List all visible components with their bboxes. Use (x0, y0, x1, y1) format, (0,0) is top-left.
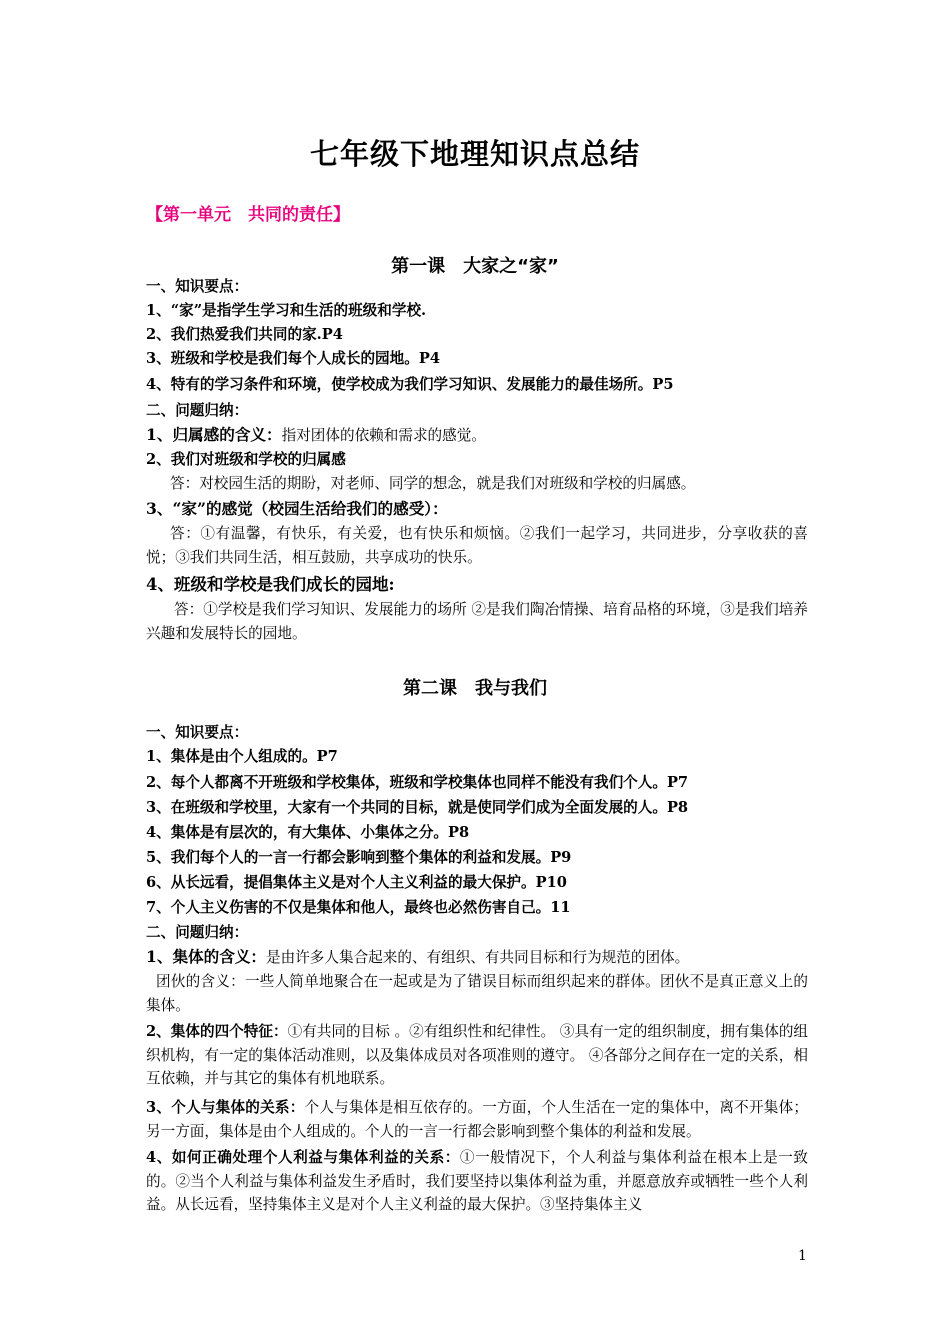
lesson1-qa-heading: 二、问题归纳： (146, 402, 249, 419)
page-number: 1 (798, 1248, 807, 1264)
lesson1-q2-answer: 答：对校园生活的期盼，对老师、同学的想念，就是我们对班级和学校的归属感。 (170, 475, 696, 492)
lesson2-kp-heading: 一、知识要点： (146, 724, 249, 741)
lesson1-q3-answer: 答：①有温馨，有快乐，有关爱，也有快乐和烦恼。②我们一起学习，共同进步，分享收获的喜悦；③我们共同生活，相互鼓励，共享成功的快乐。 (146, 525, 808, 566)
page-title: 七年级下地理知识点总结 (309, 137, 640, 171)
lesson2-q3-label: 3、个人与集体的关系： (146, 1099, 305, 1116)
lesson2-q1 (146, 946, 689, 969)
lesson2-kp-6: 6、从长远看，提倡集体主义是对个人主义利益的最大保护。P10 (146, 874, 567, 891)
lesson1-kp-heading: 一、知识要点： (146, 278, 249, 295)
lesson2-q2-label: 2、集体的四个特征： (146, 1023, 288, 1040)
lesson2-kp-4: 4、集体是有层次的，有大集体、小集体之分。P8 (146, 824, 470, 841)
unit-heading: 【第一单元 共同的责任】 (146, 205, 350, 225)
lesson2-q4-text: ①一般情况下，个人利益与集体利益在根本上是一致的。②当个人利益与集体利益发生矛盾时，我们要坚持以集体利益为重，并愿意放弃或牺牲一些个人利益。从长远看，坚持集体主义是对个人主义利益的最大保护。③坚持集体主义 (146, 1149, 808, 1213)
lesson1-q1-label: 1、归属感的含义： (146, 425, 282, 444)
lesson1-kp-2: 2、我们热爱我们共同的家.P4 (146, 326, 343, 343)
lesson1-kp-3: 3、班级和学校是我们每个人成长的园地。P4 (146, 350, 440, 367)
lesson1-q2-label: 2、我们对班级和学校的归属感 (146, 451, 346, 468)
lesson2-q3-text: 个人与集体是相互依存的。一方面，个人生活在一定的集体中，离不开集体；另一方面，集体是由个人组成的。个人的一言一行都会影响到整个集体的利益和发展。 (146, 1099, 808, 1140)
lesson2-q2-text: ①有共同的目标 。②有组织性和纪律性。 ③具有一定的组织制度，拥有集体的组织机构，有一定的集体活动准则，以及集体成员对各项准则的遵守。 ④各部分之间存在一定的关系，相互依赖，并与其它的集体有机地联系。 (146, 1023, 809, 1087)
lesson2-q1-text: 是由许多人集合起来的、有组织、有共同目标和行为规范的团体。 (266, 949, 690, 966)
lesson1-kp-1: 1、“家”是指学生学习和生活的班级和学校. (146, 302, 427, 319)
lesson2-kp-7: 7、个人主义伤害的不仅是集体和他人，最终也必然伤害自己。11 (146, 899, 571, 916)
lesson1-kp-4: 4、特有的学习条件和环境，使学校成为我们学习知识、发展能力的最佳场所。P5 (146, 376, 674, 393)
lesson2-qa-heading: 二、问题归纳： (146, 924, 249, 941)
lesson2-q4-label: 4、如何正确处理个人利益与集体利益的关系： (146, 1149, 460, 1166)
lesson2-q1-extra: 团伙的含义：一些人简单地聚合在一起或是为了错误目标而组织起来的群体。团伙不是真正意义上的集体。 (146, 973, 808, 1014)
lesson1-title: 第一课 大家之“家” (391, 256, 559, 277)
lesson2-q2 (146, 1020, 808, 1091)
lesson1-q4-answer: 答：①学校是我们学习知识、发展能力的场所 ②是我们陶冶情操、培育品格的环境，③是我们培养兴趣和发展特长的园地。 (146, 601, 808, 642)
lesson1-q3-label: 3、“家”的感觉（校园生活给我们的感受）： (146, 499, 448, 518)
lesson2-kp-5: 5、我们每个人的一言一行都会影响到整个集体的利益和发展。P9 (146, 849, 572, 866)
lesson2-q1-label: 1、集体的含义： (146, 947, 267, 966)
lesson1-q1 (146, 424, 486, 447)
lesson2-title: 第二课 我与我们 (403, 678, 547, 699)
lesson2-kp-1: 1、集体是由个人组成的。P7 (146, 748, 338, 765)
lesson2-q3 (146, 1096, 808, 1143)
lesson1-q4-label: 4、班级和学校是我们成长的园地: (146, 575, 395, 594)
lesson1-q1-text: 指对团体的依赖和需求的感觉。 (281, 427, 486, 444)
lesson2-kp-3: 3、在班级和学校里，大家有一个共同的目标，就是使同学们成为全面发展的人。P8 (146, 799, 689, 816)
lesson2-kp-2: 2、每个人都离不开班级和学校集体，班级和学校集体也同样不能没有我们个人。P7 (146, 774, 689, 791)
lesson2-q4 (146, 1146, 808, 1217)
